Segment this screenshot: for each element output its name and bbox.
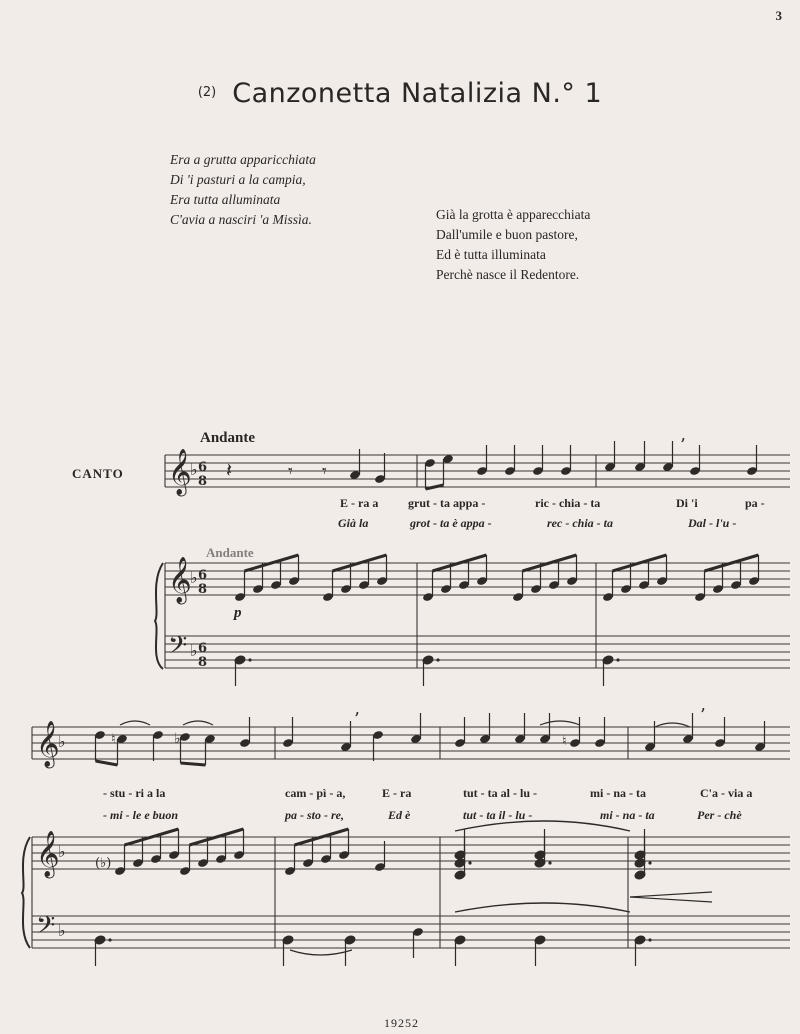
bass-clef-icon: 𝄢 [168, 631, 188, 666]
flat-icon: (♭) [95, 856, 112, 871]
dot [616, 658, 619, 661]
lyric-syllable: grut - ta appa - [408, 496, 486, 510]
brace [155, 563, 163, 669]
rest-icon: 𝄽 [226, 458, 233, 482]
lyric-syllable: mi - na - ta [590, 786, 646, 800]
flat-icon: ♭ [190, 568, 198, 587]
lyric-syllable: ric - chia - ta [535, 496, 601, 510]
lyric-syllable: E - ra a [340, 496, 379, 510]
title-number: (2) [197, 84, 217, 100]
breath-mark: ’ [354, 709, 360, 730]
flat-icon: ♭ [190, 641, 198, 660]
lyric-syllable: Dal - l'u - [688, 516, 737, 530]
dot [436, 658, 439, 661]
breath-mark: ’ [700, 705, 706, 726]
dot [108, 938, 111, 941]
rest-icon: 𝄾 [322, 461, 327, 482]
lyric-syllable: pa - [745, 496, 765, 510]
note-beam [426, 485, 444, 489]
natural-icon: ♮ [111, 732, 116, 747]
verse-line: Era a grutta apparicchiata [170, 152, 316, 167]
slur [655, 723, 690, 727]
time-signature: 6 [198, 641, 208, 656]
lyric-syllable: Già la [338, 516, 369, 530]
lyric-syllable: Di 'i [676, 496, 698, 510]
lyric-syllable: - mi - le e buon [103, 808, 178, 822]
lyric-syllable: Ed è [388, 808, 411, 822]
page-title: Canzonetta Natalizia N.° 1 [232, 78, 603, 109]
page-number: 3 [775, 8, 782, 23]
slur [120, 721, 150, 725]
bass-clef-icon: 𝄢 [36, 911, 56, 946]
verse-line: Perchè nasce il Redentore. [436, 267, 580, 282]
slur [183, 721, 213, 725]
verse-line: Ed è tutta illuminata [436, 247, 546, 262]
lyric-syllable: - stu - ri a la [103, 786, 166, 800]
dot [648, 938, 651, 941]
lyric-syllable: Per - chè [697, 808, 742, 822]
decrescendo [630, 897, 712, 902]
score-layer [22, 435, 790, 966]
time-signature: 6 [198, 568, 208, 583]
time-signature: 6 [198, 460, 208, 475]
verse-line: C'avia a nasciri 'a Missìa. [170, 212, 312, 227]
decrescendo [630, 892, 712, 897]
lyric-syllable: rec - chia - ta [547, 516, 613, 530]
time-signature: 8 [198, 582, 208, 597]
time-signature: 8 [198, 655, 208, 670]
note-beam [96, 761, 118, 765]
note-beam [181, 763, 206, 765]
verse-line: Già la grotta è apparecchiata [436, 207, 591, 222]
tempo-marking: Andante [200, 430, 256, 446]
tempo-marking-piano: Andante [206, 545, 254, 560]
flat-icon: ♭ [190, 460, 198, 479]
verse-line: Era tutta alluminata [170, 192, 281, 207]
plate-number: 19252 [384, 1016, 419, 1030]
lyric-syllable: pa - sto - re, [285, 808, 344, 822]
brace [22, 837, 30, 948]
slur [290, 950, 352, 955]
flat-icon: ♭ [58, 921, 66, 940]
lyric-syllable: tut - ta al - lu - [463, 786, 537, 800]
lyric-syllable: cam - pì - a, [285, 786, 346, 800]
verse-line: Di 'i pasturi a la campia, [170, 172, 306, 187]
verse-line: Dall'umile e buon pastore, [436, 227, 578, 242]
flat-icon: ♭ [58, 842, 66, 861]
time-signature: 8 [198, 474, 208, 489]
dot [548, 861, 551, 864]
slur [455, 821, 630, 831]
lyric-syllable: tut - ta il - lu - [463, 808, 533, 822]
treble-clef-icon: 𝄞 [36, 721, 60, 767]
natural-icon: ♮ [562, 734, 567, 749]
dot [468, 861, 471, 864]
dot [648, 861, 651, 864]
lyric-syllable: grot - ta è appa - [410, 516, 492, 530]
slur [540, 721, 580, 725]
rest-icon: 𝄾 [288, 461, 293, 482]
treble-clef-icon: 𝄞 [168, 449, 192, 495]
canto-label: CANTO [72, 466, 124, 481]
treble-clef-icon: 𝄞 [36, 831, 60, 877]
treble-clef-icon: 𝄞 [168, 557, 192, 603]
lyric-syllable: E - ra [382, 786, 412, 800]
flat-icon: ♭ [174, 731, 181, 747]
flat-icon: ♭ [58, 732, 66, 751]
dynamic-marking: p [234, 605, 242, 621]
dot [248, 658, 251, 661]
slur [455, 903, 630, 912]
lyric-syllable: mi - na - ta [600, 808, 655, 822]
lyric-syllable: C'a - via a [700, 786, 753, 800]
breath-mark: ’ [680, 435, 686, 456]
